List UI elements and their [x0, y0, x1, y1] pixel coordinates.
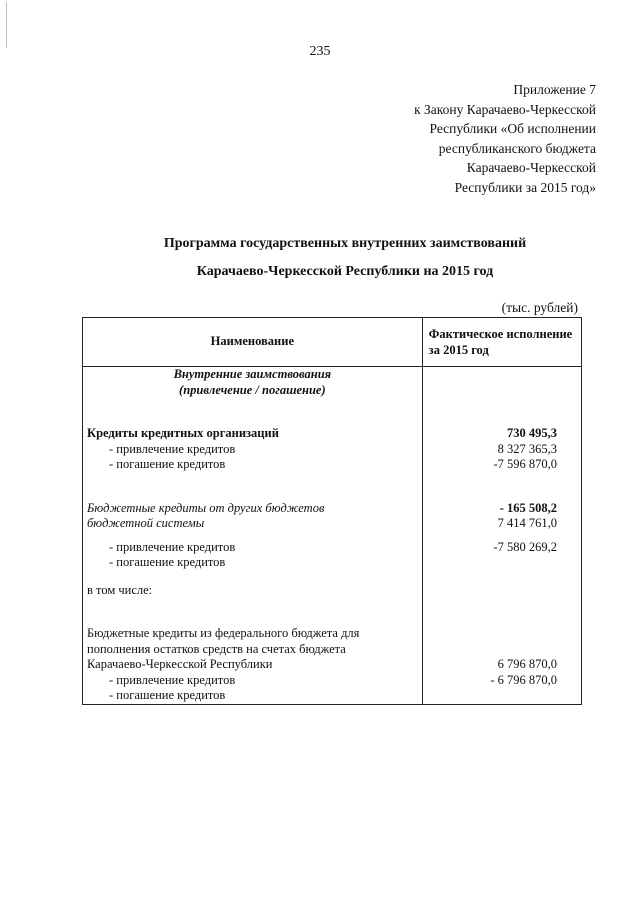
federal-credits-attract-value: - 6 796 870,0 — [490, 672, 557, 687]
credit-org-attract-label: - привлечение кредитов — [109, 441, 236, 456]
header-value-line: Фактическое исполнение — [428, 327, 573, 341]
header-name: Наименование — [83, 318, 423, 367]
table-row — [83, 367, 582, 705]
credit-org-repay-value: -7 596 870,0 — [493, 457, 557, 471]
page-number: 235 — [309, 44, 331, 59]
federal-credits-value: 6 796 870,0 — [497, 657, 557, 671]
borrowing-table — [82, 317, 582, 705]
header-value-line: за 2015 год — [428, 343, 489, 357]
federal-credits-repay-label: - погашение кредитов — [109, 688, 226, 702]
budget-credits-total: - 165 508,2 — [499, 500, 557, 515]
budget-credits-name-cont: бюджетной системы — [87, 516, 205, 530]
annex-line: Республики за 2015 год» — [454, 179, 596, 195]
federal-credits-attract-label: - привлечение кредитов — [109, 672, 236, 687]
annex-line: республиканского бюджета — [438, 140, 596, 156]
annex-line: Приложение 7 — [513, 82, 596, 97]
name-cell — [83, 367, 423, 705]
budget-credits-attract-label: - привлечение кредитов — [109, 539, 236, 554]
document-title — [0, 230, 640, 286]
scan-artifact-line — [6, 2, 7, 48]
section-subheading: (привлечение / погашение) — [179, 382, 326, 397]
annex-heading — [414, 80, 596, 197]
value-cell — [422, 367, 581, 705]
units-label: (тыс. рублей) — [501, 300, 578, 315]
annex-line: Республики «Об исполнении — [429, 121, 596, 136]
table-header-row — [83, 318, 582, 367]
section-heading: Внутренние заимствования — [173, 367, 332, 381]
title-line: Программа государственных внутренних заимствований — [163, 236, 527, 251]
annex-line: к Закону Карачаево-Черкесской — [414, 101, 596, 117]
including-label: в том числе: — [87, 582, 153, 597]
credit-org-repay-label: - погашение кредитов — [109, 457, 226, 471]
federal-credits-name-cont: пополнения остатков средств на счетах бюджета — [87, 641, 346, 656]
budget-credits-sub-value: 7 414 761,0 — [497, 516, 557, 530]
title-line: Карачаево-Черкесской Республики на 2015 год — [196, 264, 494, 279]
credit-org-attract-value: 8 327 365,3 — [497, 441, 557, 456]
header-value — [422, 318, 581, 367]
budget-credits-repay-label: - погашение кредитов — [109, 555, 226, 569]
budget-credits-name: Бюджетные кредиты от других бюджетов — [87, 500, 325, 515]
federal-credits-name-cont: Карачаево-Черкесской Республики — [87, 657, 273, 671]
annex-line: Карачаево-Черкесской — [466, 160, 596, 175]
credit-org-name: Кредиты кредитных организаций — [87, 426, 279, 440]
budget-credits-attract-value: -7 580 269,2 — [493, 539, 557, 554]
credit-org-total: 730 495,3 — [507, 426, 557, 440]
federal-credits-name: Бюджетные кредиты из федерального бюджета для — [87, 626, 360, 640]
